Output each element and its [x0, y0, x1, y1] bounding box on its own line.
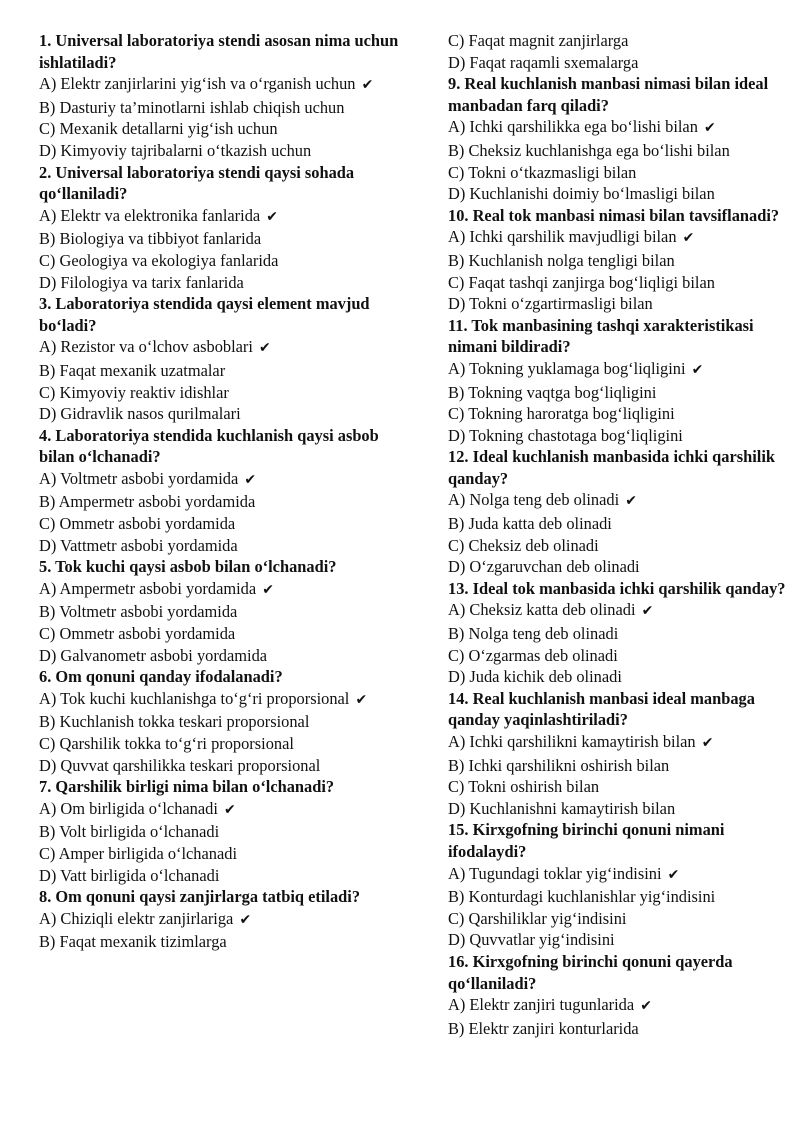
answer-option [448, 798, 788, 820]
answer-option [39, 360, 417, 382]
answer-option [448, 52, 788, 74]
answer-option [448, 183, 788, 205]
question-heading [448, 446, 788, 489]
answer-option [39, 578, 417, 602]
option-text: A) Ichki qarshilik mavjudligi bilan [448, 227, 677, 247]
question-heading [448, 951, 788, 994]
answer-option [39, 843, 417, 865]
option-text: A) Elektr zanjiri tugunlarida [448, 995, 635, 1015]
answer-option [448, 929, 788, 951]
checkmark-icon: ✔ [625, 493, 637, 510]
answer-option [448, 116, 788, 140]
checkmark-icon: ✔ [224, 801, 236, 818]
answer-option [39, 228, 417, 250]
option-text: B) Nolga teng deb olinadi [448, 624, 619, 644]
answer-option [448, 358, 788, 382]
checkmark-icon: ✔ [701, 735, 714, 751]
option-text: D) Juda kichik deb olinadi [448, 667, 622, 687]
answer-option [448, 755, 788, 777]
checkmark-icon: ✔ [704, 120, 716, 137]
question-text: 10. Real tok manbasi nimasi bilan tavsiflanadi? [448, 205, 780, 225]
option-text: C) Amper birligida o‘lchanadi [39, 843, 237, 863]
answer-option [39, 140, 417, 162]
option-text: B) Konturdagi kuchlanishlar yig‘indisini [448, 887, 716, 907]
option-text: A) Voltmetr asbobi yordamida [39, 468, 239, 488]
option-text: D) Kimyoviy tajribalarni o‘tkazish uchun [39, 140, 312, 160]
option-text: A) Nolga teng deb olinadi [448, 490, 620, 510]
answer-option [448, 162, 788, 184]
answer-option [448, 666, 788, 688]
answer-option [448, 140, 788, 162]
checkmark-icon: ✔ [682, 230, 695, 247]
option-text: C) Ommetr asbobi yordamida [39, 624, 236, 644]
option-text: B) Biologiya va tibbiyot fanlarida [39, 229, 262, 249]
answer-option [39, 733, 417, 755]
option-text: C) Cheksiz deb olinadi [448, 535, 599, 555]
option-text: D) Kuchlanishi doimiy bo‘lmasligi bilan [448, 184, 715, 204]
option-text: C) Qarshiliklar yig‘indisini [448, 908, 627, 928]
option-text: D) Tokning chastotaga bog‘liqligini [448, 425, 683, 445]
question-heading [448, 819, 788, 862]
option-text: D) Vattmetr asbobi yordamida [39, 535, 238, 555]
question-text: 12. Ideal kuchlanish manbasida ichki qarshilik qanday? [448, 447, 776, 488]
question-heading [39, 293, 417, 336]
option-text: B) Cheksiz kuchlanishga ega bo‘lishi bilan [448, 140, 730, 160]
answer-option [39, 798, 417, 822]
right-column [448, 30, 788, 1039]
answer-option [448, 886, 788, 908]
checkmark-icon: ✔ [640, 998, 652, 1015]
option-text: D) Faqat raqamli sxemalarga [448, 52, 639, 72]
checkmark-icon: ✔ [361, 77, 374, 94]
checkmark-icon: ✔ [641, 603, 654, 620]
question-text: 4. Laboratoriya stendida kuchlanish qaysi asbob bilan o‘lchanadi? [39, 425, 379, 467]
question-heading [39, 776, 417, 798]
checkmark-icon: ✔ [244, 471, 257, 488]
option-text: C) Kimyoviy reaktiv idishlar [39, 382, 229, 402]
option-text: D) Quvvat qarshilikka teskari proporsional [39, 755, 321, 775]
option-text: A) Ichki qarshilikka ega bo‘lishi bilan [448, 117, 698, 137]
checkmark-icon: ✔ [691, 361, 704, 378]
answer-option [39, 336, 417, 360]
answer-option [448, 489, 788, 513]
answer-option [39, 623, 417, 645]
question-heading [39, 886, 417, 908]
answer-option [448, 645, 788, 667]
question-text: 2. Universal laboratoriya stendi qaysi sohada qo‘llaniladi? [39, 162, 355, 204]
option-text: B) Dasturiy ta’minotlarni ishlab chiqish uchun [39, 97, 345, 117]
option-text: B) Kuchlanish tokka teskari proporsional [39, 712, 310, 732]
option-text: B) Tokning vaqtga bog‘liqligini [448, 382, 657, 402]
answer-option [39, 931, 417, 953]
answer-option [448, 994, 788, 1018]
question-text: 7. Qarshilik birligi nima bilan o‘lchanadi? [39, 777, 335, 797]
answer-option [39, 491, 417, 513]
answer-option [448, 623, 788, 645]
option-text: D) Quvvatlar yig‘indisini [448, 930, 615, 950]
answer-option [39, 645, 417, 667]
option-text: C) Tokni o‘tkazmasligi bilan [448, 162, 637, 182]
answer-option [448, 556, 788, 578]
question-text: 9. Real kuchlanish manbasi nimasi bilan ideal manbadan farq qiladi? [448, 74, 769, 115]
option-text: A) Tok kuchi kuchlanishga to‘g‘ri proporsional [39, 688, 350, 708]
checkmark-icon: ✔ [667, 866, 680, 883]
option-text: A) Elektr zanjirlarini yig‘ish va o‘rganish uchun [39, 74, 356, 94]
question-text: 15. Kirxgofning birinchi qonuni nimani ifodalaydi? [448, 820, 725, 861]
answer-option [39, 272, 417, 294]
question-heading [39, 162, 417, 205]
option-text: C) Ommetr asbobi yordamida [39, 514, 236, 534]
question-heading [448, 688, 788, 731]
answer-option [39, 601, 417, 623]
question-text: 3. Laboratoriya stendida qaysi element mavjud bo‘ladi? [39, 294, 370, 335]
answer-option [39, 468, 417, 492]
question-heading [448, 205, 788, 227]
option-text: B) Juda katta deb olinadi [448, 514, 612, 534]
answer-option [39, 250, 417, 272]
option-text: B) Ampermetr asbobi yordamida [39, 492, 256, 512]
answer-option [39, 513, 417, 535]
checkmark-icon: ✔ [266, 208, 279, 225]
option-text: A) Elektr va elektronika fanlarida [39, 205, 261, 225]
checkmark-icon: ✔ [262, 581, 274, 598]
question-heading [39, 556, 417, 578]
question-heading [39, 666, 417, 688]
checkmark-icon: ✔ [259, 340, 271, 357]
option-text: C) Mexanik detallarni yig‘ish uchun [39, 119, 278, 139]
option-text: C) Faqat magnit zanjirlarga [448, 31, 629, 50]
option-text: B) Elektr zanjiri konturlarida [448, 1018, 639, 1038]
answer-option [39, 97, 417, 119]
question-heading [39, 30, 417, 73]
option-text: D) Kuchlanishni kamaytirish bilan [448, 798, 676, 818]
answer-option [448, 250, 788, 272]
option-text: D) Galvanometr asbobi yordamida [39, 645, 268, 665]
option-text: A) Ampermetr asbobi yordamida [39, 578, 257, 598]
answer-option [39, 688, 417, 712]
question-heading [448, 315, 788, 358]
option-text: D) Tokni o‘zgartirmasligi bilan [448, 294, 653, 314]
question-text: 8. Om qonuni qaysi zanjirlarga tatbiq etiladi? [39, 887, 361, 907]
option-text: D) Gidravlik nasos qurilmalari [39, 404, 241, 424]
checkmark-icon: ✔ [355, 691, 368, 708]
option-text: C) Geologiya va ekologiya fanlarida [39, 250, 279, 270]
answer-option [39, 403, 417, 425]
question-heading [448, 73, 788, 116]
answer-option [39, 755, 417, 777]
left-column [39, 30, 417, 953]
option-text: C) Qarshilik tokka to‘g‘ri proporsional [39, 734, 294, 753]
question-text: 5. Tok kuchi qaysi asbob bilan o‘lchanadi? [39, 557, 337, 577]
answer-option [39, 205, 417, 229]
answer-option [448, 731, 788, 755]
option-text: A) Tugundagi toklar yig‘indisini [448, 863, 662, 883]
answer-option [39, 865, 417, 887]
option-text: A) Chiziqli elektr zanjirlariga [39, 908, 234, 928]
option-text: B) Ichki qarshilikni oshirish bilan [448, 755, 670, 775]
answer-option [448, 30, 788, 52]
question-text: 11. Tok manbasining tashqi xarakteristikasi nimani bildiradi? [448, 315, 754, 357]
answer-option [448, 382, 788, 404]
option-text: B) Voltmetr asbobi yordamida [39, 602, 238, 622]
question-text: 14. Real kuchlanish manbasi ideal manbaga qanday yaqinlashtiriladi? [448, 688, 755, 730]
answer-option [448, 425, 788, 447]
answer-option [448, 535, 788, 557]
answer-option [39, 73, 417, 97]
option-text: A) Tokning yuklamaga bog‘liqligini [448, 358, 686, 378]
question-text: 6. Om qonuni qanday ifodalanadi? [39, 667, 283, 687]
answer-option [39, 711, 417, 733]
answer-option [448, 293, 788, 315]
answer-option [39, 382, 417, 404]
answer-option [448, 908, 788, 930]
question-text: 16. Kirxgofning birinchi qonuni qayerda qo‘llaniladi? [448, 951, 733, 993]
option-text: D) Vatt birligida o‘lchanadi [39, 865, 220, 885]
answer-option [448, 863, 788, 887]
answer-option [448, 1018, 788, 1040]
option-text: A) Om birligida o‘lchanadi [39, 798, 218, 818]
answer-option [448, 513, 788, 535]
question-text: 1. Universal laboratoriya stendi asosan nima uchun ishlatiladi? [39, 31, 399, 72]
option-text: C) Faqat tashqi zanjirga bog‘liqligi bilan [448, 272, 715, 292]
answer-option [448, 403, 788, 425]
answer-option [39, 535, 417, 557]
question-heading [448, 578, 788, 600]
question-heading [39, 425, 417, 468]
option-text: B) Volt birligida o‘lchanadi [39, 822, 220, 842]
question-text: 13. Ideal tok manbasida ichki qarshilik qanday? [448, 578, 786, 598]
answer-option [39, 908, 417, 932]
answer-option [448, 599, 788, 623]
option-text: C) Tokning haroratga bog‘liqligini [448, 404, 675, 424]
option-text: A) Ichki qarshilikni kamaytirish bilan [448, 732, 696, 751]
option-text: B) Kuchlanish nolga tengligi bilan [448, 250, 675, 270]
answer-option [39, 118, 417, 140]
option-text: B) Faqat mexanik tizimlarga [39, 932, 227, 952]
option-text: D) O‘zgaruvchan deb olinadi [448, 557, 640, 577]
option-text: A) Cheksiz katta deb olinadi [448, 600, 636, 620]
answer-option [448, 272, 788, 294]
answer-option [448, 776, 788, 798]
option-text: A) Rezistor va o‘lchov asboblari [39, 337, 253, 357]
option-text: B) Faqat mexanik uzatmalar [39, 360, 226, 380]
option-text: D) Filologiya va tarix fanlarida [39, 272, 244, 292]
answer-option [448, 226, 788, 250]
checkmark-icon: ✔ [239, 911, 252, 928]
option-text: C) O‘zgarmas deb olinadi [448, 645, 618, 665]
option-text: C) Tokni oshirish bilan [448, 777, 600, 797]
answer-option [39, 821, 417, 843]
